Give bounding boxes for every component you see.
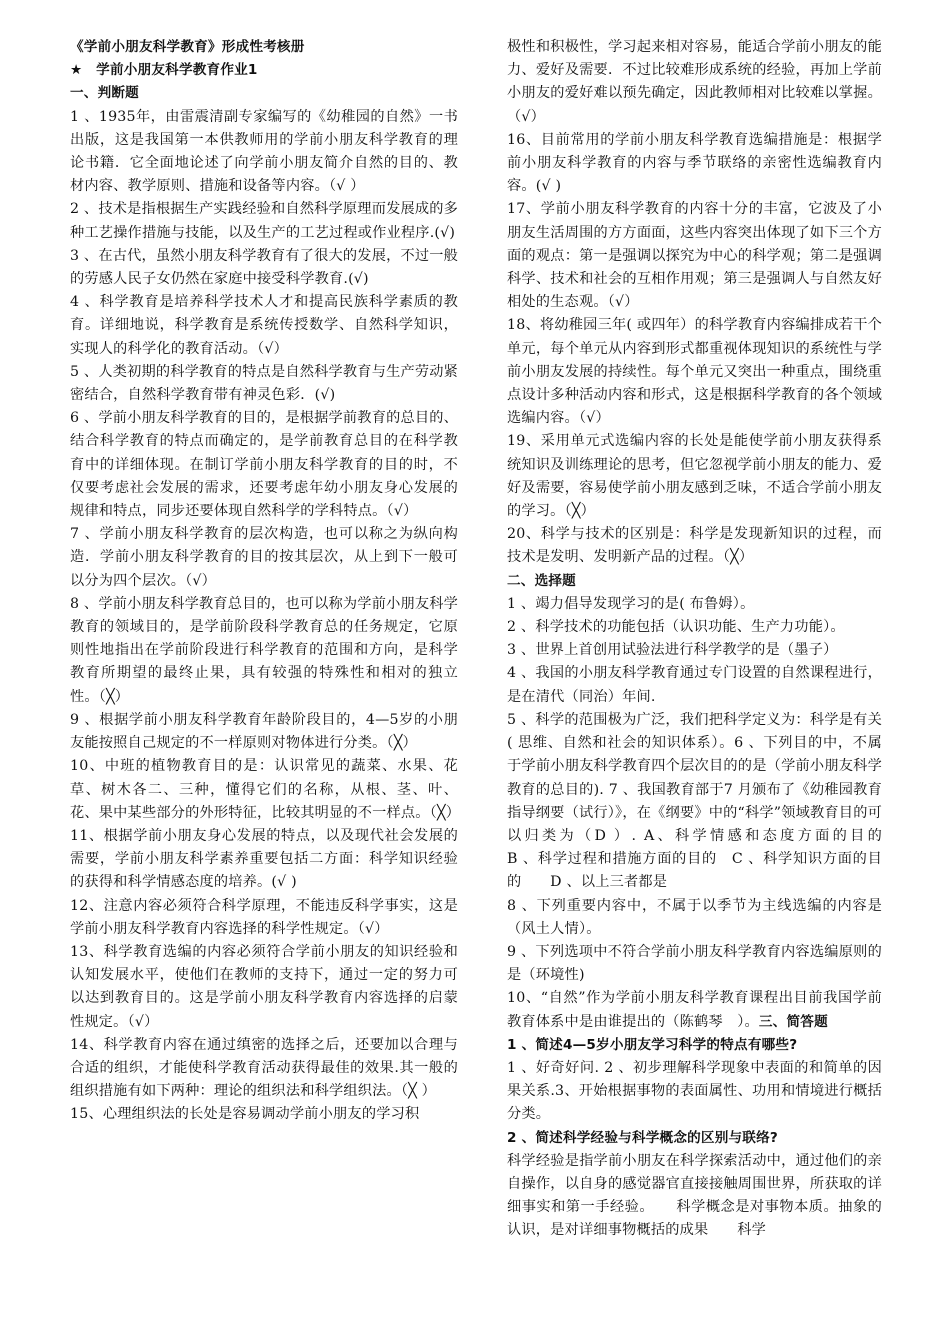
paragraph: 8 、下列重要内容中，不属于以季节为主线选编的内容是（风土人情）。 [507, 897, 882, 937]
paragraph: 19、采用单元式选编内容的长处是能使学前小朋友获得系统知识及训练理论的思考，但它忽视学前小朋友的能力、爱好及需要，容易使学前小朋友感到乏味，不适合学前小朋友的学习。（╳） [507, 433, 882, 520]
section-heading: ★ 学前小朋友科学教育作业1 [70, 62, 258, 79]
paragraph: 1 、好奇好问. 2 、初步理解科学现象中表面的和简单的因果关系.3、开始根据事物的表面属性、功用和情境进行概括分类。 [507, 1059, 882, 1123]
paragraph: 5 、人类初期的科学教育的特点是自然科学教育与生产劳动紧密结合，自然科学教育带有神灵色彩．(√) [70, 363, 459, 404]
paragraph: 3 、世界上首创用试验法进行科学教学的是（墨子） [507, 642, 838, 659]
paragraph: 20、科学与技术的区别是：科学是发现新知识的过程，而技术是发明、发明新产品的过程。（╳） [507, 526, 882, 566]
paragraph: 10、中班的植物教育目的是：认识常见的蔬菜、水果、花草、树木各二、三种，懂得它们的名称，从根、茎、叶、花、果中某些部分的外形特征，比较其明显的不一样点。（╳） [70, 758, 461, 821]
paragraph: 4 、科学教育是培养科学技术人才和提高民族科学素质的教育。详细地说，科学教育是系统传授数学、自然科学知识，实现人的科学化的教育活动。（√） [70, 294, 458, 357]
paragraph: 极性和积极性，学习起来相对容易，能适合学前小朋友的能力、爱好及需要．不过比较难形成系统的经验，再加上学前小朋友的爱好难以预先确定，因此教师相对比较难以掌握。（√） [507, 39, 882, 125]
paragraph: 3 、在古代，虽然小朋友科学教育有了很大的发展，不过一般的劳感人民子女仍然在家庭中接受科学教育.(√) [70, 247, 459, 288]
paragraph: 9 、下列选项中不符合学前小朋友科学教育内容选编原则的是（环境性) [507, 943, 882, 984]
paragraph: 18、将幼稚园三年( 或四年）的科学教育内容编排成若干个单元，每个单元从内容到形式都重视体现知识的系统性与学前小朋友发展的持续性。每个单元又突出一种重点，围绕重点设计多种活动内容和形式，这是根据科学教育的各个领域选编内容。（√） [507, 317, 882, 427]
paragraph: 7 、学前小朋友科学教育的层次构造，也可以称之为纵向构造．学前小朋友科学教育的目的按其层次，从上到下一般可以分为四个层次。（√） [70, 526, 458, 589]
paragraph: 1 、竭力倡导发现学习的是( 布鲁姆）。 [507, 595, 755, 612]
left-column [70, 36, 461, 1127]
paragraph: 8 、学前小朋友科学教育总目的，也可以称为学前小朋友科学教育的领域目的，是学前阶段科学教育总的任务规定，它原则性地指出在学前阶段进行科学教育的范围和方向，是科学教育所期望的最终止果，具有较强的特殊性和相对的独立性。（╳） [70, 595, 459, 705]
section-heading: 2 、简述科学经验与科学概念的区别与联络? [507, 1129, 778, 1146]
paragraph: 15、心理组织法的长处是容易调动学前小朋友的学习积 [70, 1106, 420, 1123]
paragraph: 12、注意内容必须符合科学原理，不能违反科学事实，这是学前小朋友科学教育内容选择的科学性规定。（√） [70, 897, 458, 937]
paragraph-text: 10、“自然”作为学前小朋友科学教育课程出目前我国学前教育体系中是由谁提出的（陈鹤琴 ）。 [507, 990, 882, 1030]
paragraph: 13、科学教育选编的内容必须符合学前小朋友的知识经验和认知发展水平，使他们在教师的支持下，通过一定的努力可以达到教育目的。这是学前小朋友科学教育内容选择的启蒙性规定。（√） [70, 943, 458, 1030]
paragraph: 科学经验是指学前小朋友在科学探索活动中，通过他们的亲自操作，以自身的感觉器官直接接触周围世界，所获取的详细事实和第一手经验。 科学概念是对事物本质。抽象的认识，是对详细事物概括的成果 科学 [507, 1152, 882, 1239]
section-heading: 1 、简述4—5岁小朋友学习科学的特点有哪些? [507, 1036, 798, 1053]
document-title: 《学前小朋友科学教育》形成性考核册 [70, 39, 305, 55]
paragraph: 11、根据学前小朋友身心发展的特点，以及现代社会发展的需要，学前小朋友科学素养重要包括二方面：科学知识经验的获得和科学情感态度的培养。(√ ) [70, 827, 458, 891]
paragraph: 9 、根据学前小朋友科学教育年龄阶段目的，4—5岁的小朋友能按照自己规定的不一样原则对物体进行分类。（╳） [70, 711, 458, 752]
paragraph: 6 、学前小朋友科学教育的目的，是根据学前教育的总目的、结合科学教育的特点而确定的，是学前教育总目的在科学教育中的详细体现。在制订学前小朋友科学教育的目的时，不仅要考虑社会发展的需求，还要考虑年幼小朋友身心发展的规律和特点，同步还要体现自然科学的学科特点。（√） [70, 410, 459, 520]
paragraph [507, 987, 882, 1033]
section-heading: 一、判断题 [70, 85, 139, 102]
paragraph: 4 、我国的小朋友科学教育通过专门设置的自然课程进行，是在清代（同治）年间. [507, 665, 882, 705]
section-heading: 三、简答题 [758, 1013, 828, 1030]
paragraph: 2 、科学技术的功能包括（认识功能、生产力功能）。 [507, 619, 845, 636]
right-column [507, 36, 940, 1243]
paragraph: 14、科学教育内容在通过缜密的选择之后，还要加以合理与合适的组织，才能使科学教育活动获得最佳的效果.其一般的组织措施有如下两种：理论的组织法和科学组织法。（╳ ） [70, 1036, 458, 1100]
paragraph: 1 、1935年，由雷震清副专家编写的《幼稚园的自然》一书出版，这是我国第一本供教师用的学前小朋友科学教育的理论书籍．它全面地论述了向学前小朋友简介自然的目的、教材内容、教学原则、措施和设备等内容。（√ ） [70, 108, 458, 195]
paragraph: 17、学前小朋友科学教育的内容十分的丰富，它波及了小朋友生活周围的方方面面，这些内容突出体现了如下三个方面的观点：第一是强调以探究为中心的科学观；第二是强调科学、技术和社会的互相作用观；第三是强调人与自然友好相处的生态观。（√） [507, 201, 882, 311]
paragraph: 5 、科学的范围极为广泛，我们把科学定义为：科学是有关( 思维、自然和社会的知识体系）。6 、下列目的中，不属于学前小朋友科学教育四个层次目的的是（学前小朋友科学教育的总目的). 7 、我国教育部于7 月颁布了《幼稚园教育指导纲要（试行）》，在《纲要》中的“科学”领域教育目的可以归类为（D ）. A、科学情感和态度方面的目的 B 、科学过程和措施方面的目的 C 、科学知识方面的目的 D 、以上三者都是 [507, 711, 940, 891]
section-heading: 二、选择题 [507, 572, 576, 589]
paragraph: 2 、技术是指根据生产实践经验和自然科学原理而发展成的多种工艺操作措施与技能，以及生产的工艺过程或作业程序.(√) [70, 201, 459, 241]
paragraph: 16、目前常用的学前小朋友科学教育选编措施是：根据学前小朋友科学教育的内容与季节联络的亲密性选编教育内容。(√ ) [507, 131, 882, 195]
